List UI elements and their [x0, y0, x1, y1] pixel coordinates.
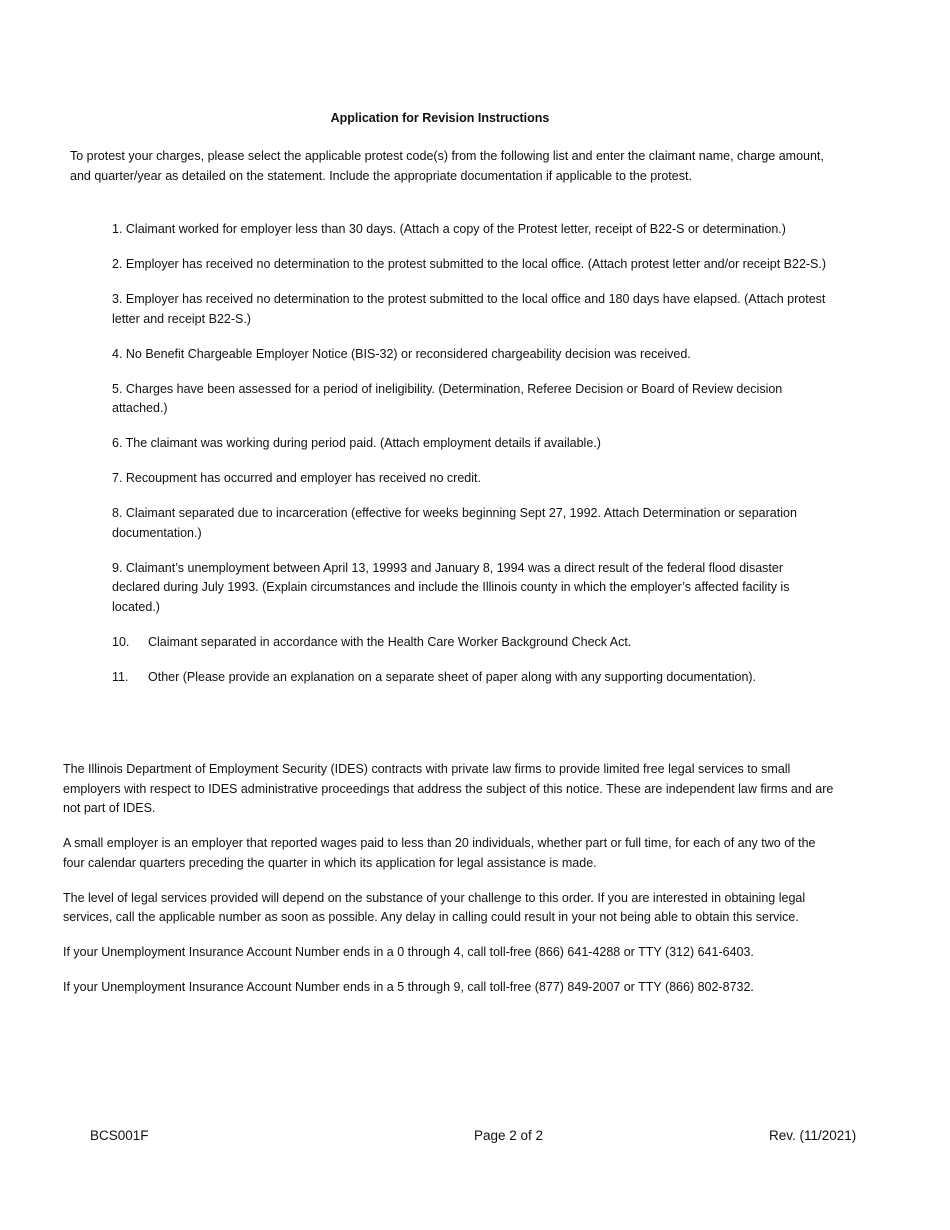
protest-code-item: 6. The claimant was working during period paid. (Attach employment details if available.): [112, 436, 601, 450]
protest-code-item: 5. Charges have been assessed for a period of ineligibility. (Determination, Referee Decision or Board of Review decision attached.): [112, 381, 783, 415]
protest-code-item: 9. Claimant’s unemployment between April 13, 19993 and January 8, 1994 was a direct result of the federal flood disaster declared during July 1993. (Explain circumstances and include the Illinois county in which the employer’s affected facility is located.): [112, 560, 790, 614]
protest-code-item: 1. Claimant worked for employer less than 30 days. (Attach a copy of the Protest letter, receipt of B22-S or determination.): [112, 222, 786, 236]
phone-info-paragraph: If your Unemployment Insurance Account Number ends in a 5 through 9, call toll-free (877) 849-2007 or TTY (866) 802-8732.: [63, 980, 754, 994]
protest-code-number: 10.: [112, 634, 130, 649]
protest-code-item: 3. Employer has received no determination to the protest submitted to the local office and 180 days have elapsed. (Attach protest letter and receipt B22-S.): [112, 292, 826, 326]
protest-code-item: 4. No Benefit Chargeable Employer Notice (BIS-32) or reconsidered chargeability decision was received.: [112, 346, 691, 361]
legal-paragraph: The Illinois Department of Employment Security (IDES) contracts with private law firms to provide limited free legal services to small employers with respect to IDES administrative proceedings that address the subject of this notice. These are independent law firms and are not part of IDES.: [63, 762, 834, 815]
protest-code-item: [112, 668, 827, 688]
footer-form-id: BCS001F: [90, 1128, 149, 1143]
footer-revision: Rev. (11/2021): [769, 1128, 857, 1143]
protest-code-text: Claimant separated in accordance with the Health Care Worker Background Check Act.: [148, 634, 632, 649]
phone-info-paragraph: If your Unemployment Insurance Account Number ends in a 0 through 4, call toll-free (866) 641-4288 or TTY (312) 641-6403.: [63, 945, 754, 959]
protest-code-item: [112, 633, 827, 653]
footer-page-number: Page 2 of 2: [474, 1128, 544, 1143]
protest-code-item: 7. Recoupment has occurred and employer has received no credit.: [112, 471, 481, 485]
intro-paragraph: To protest your charges, please select the applicable protest code(s) from the following list and enter the claimant name, charge amount, and quarter/year as detailed on the statement. Include the appropriate documentation if applicable to the protest.: [70, 149, 824, 183]
protest-code-item: 2. Employer has received no determination to the protest submitted to the local office. (Attach protest letter and/or receipt B22-S.): [112, 257, 827, 271]
page-title: Application for Revision Instructions: [330, 111, 550, 125]
protest-code-number: 11.: [112, 669, 129, 684]
protest-code-text: Other (Please provide an explanation on a separate sheet of paper along with any supporting documentation).: [148, 669, 757, 684]
protest-code-item: 8. Claimant separated due to incarceration (effective for weeks beginning Sept 27, 1992. Attach Determination or separation documentation.): [112, 506, 797, 540]
legal-paragraph: The level of legal services provided will depend on the substance of your challenge to this order. If you are interested in obtaining legal services, call the applicable number as soon as possible. Any delay in calling could result in your not being able to obtain this service.: [63, 890, 806, 924]
legal-services-section: [63, 760, 838, 1013]
legal-paragraph: A small employer is an employer that reported wages paid to less than 20 individuals, whether part or full time, for each of any two of the four calendar quarters preceding the quarter in which its application for legal assistance is made.: [63, 836, 816, 870]
protest-code-list: [112, 220, 827, 703]
